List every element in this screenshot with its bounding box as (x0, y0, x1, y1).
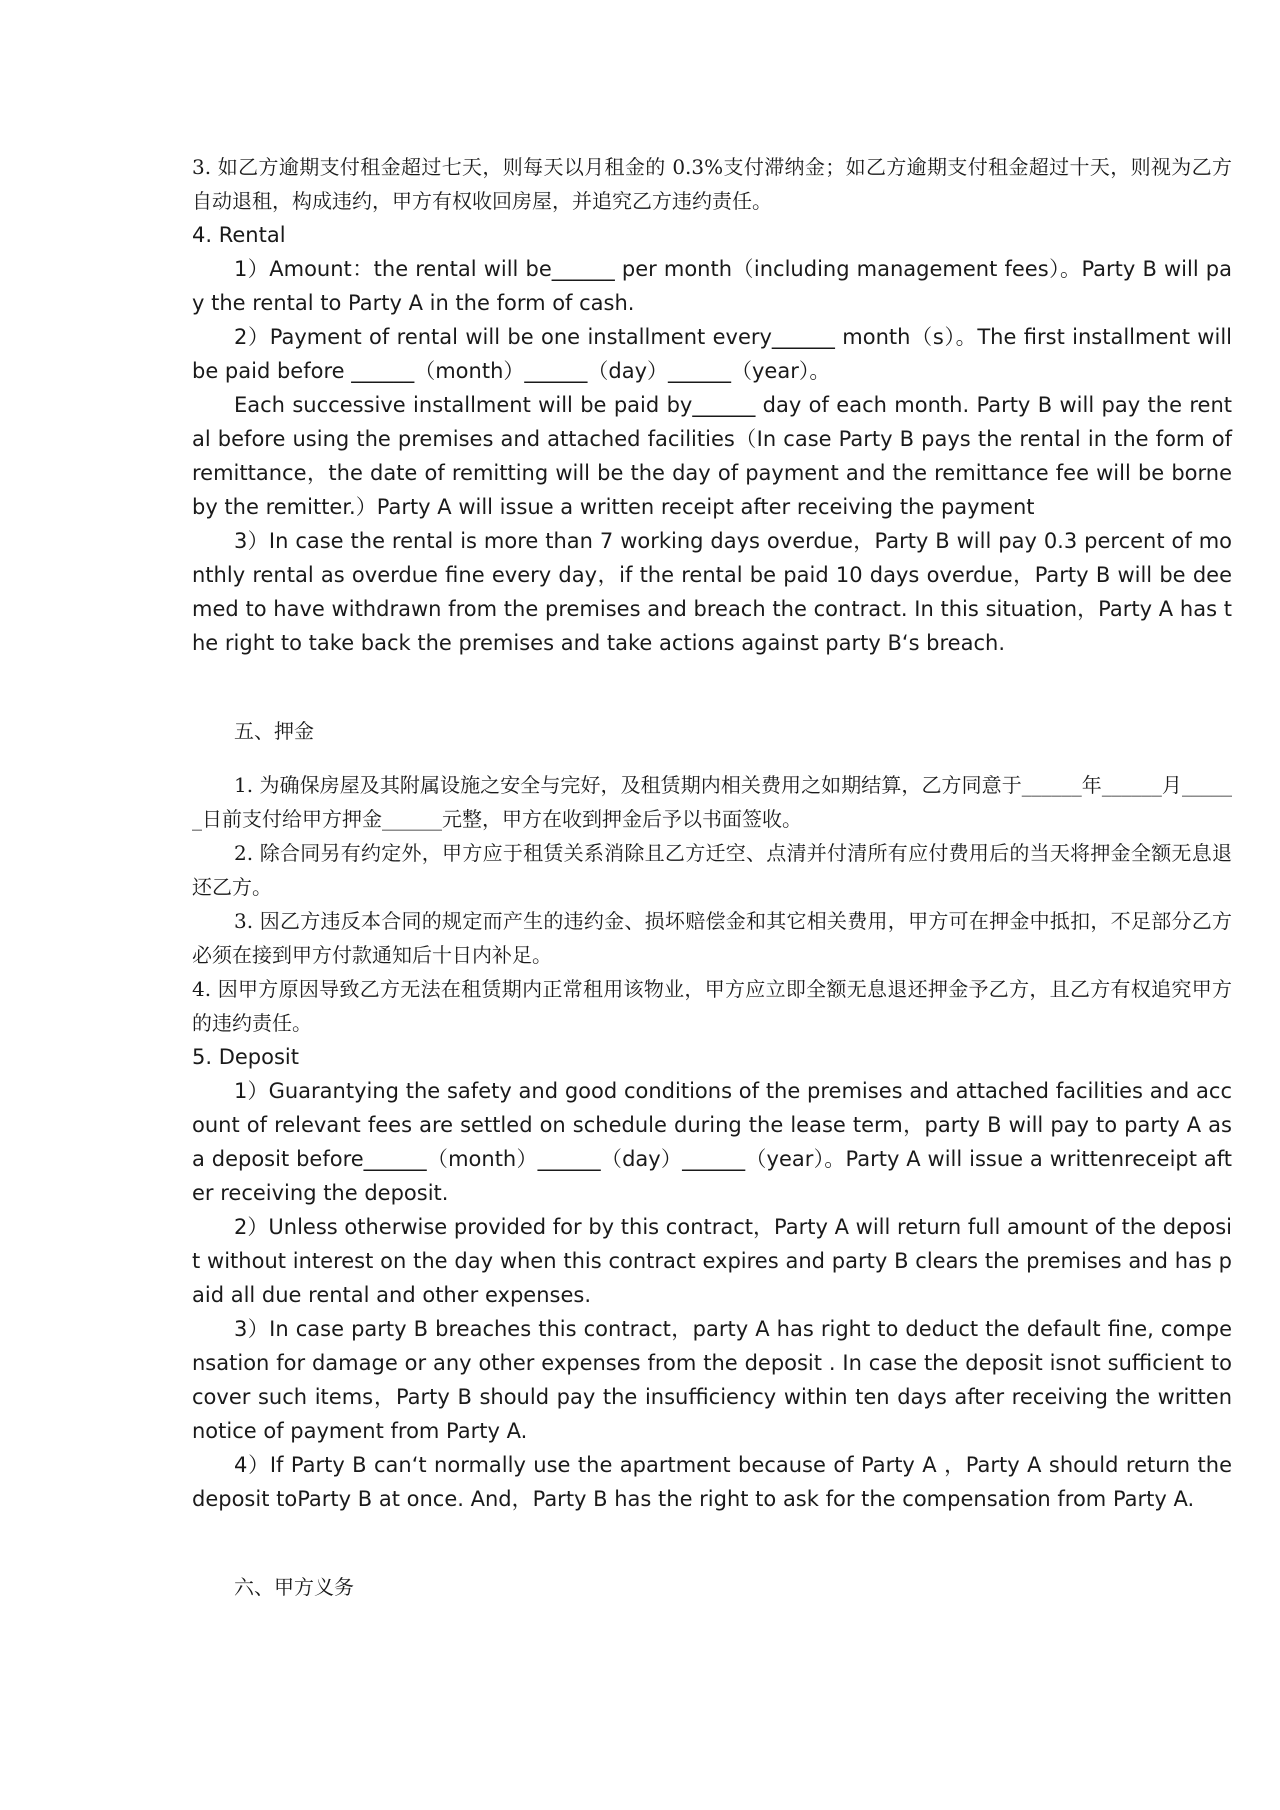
deposit-clause-2-zh: 2. 除合同另有约定外，甲方应于租赁关系消除且乙方迁空、点清并付清所有应付费用后的当天将押金全额无息退还乙方。 (192, 841, 1232, 899)
deposit-clause-3-zh: 3. 因乙方违反本合同的规定而产生的违约金、损坏赔偿金和其它相关费用，甲方可在押金中抵扣，不足部分乙方必须在接到甲方付款通知后十日内补足。 (192, 909, 1232, 967)
document-page (192, 150, 1232, 1624)
deposit-return-paragraph: 2）Unless otherwise provided for by this contract，Party A will return full amount of the deposit without interest on the day when this contract expires and party B clears the premises and has paid all due rental and other expenses. (192, 1215, 1232, 1307)
rental-successive-installment-paragraph: Each successive installment will be paid by______ day of each month. Party B will pay the rental before using the premises and attached facilities（In case Party B pays the rental in the form of remittance，the date of remitting will be the day of payment and the remittance fee will be borne by the remitter.）Party A will issue a written receipt after receiving the payment (192, 393, 1232, 519)
section-5-deposit-heading-zh: 五、押金 (234, 719, 314, 743)
clause-3-late-payment-zh: 3. 如乙方逾期支付租金超过七天，则每天以月租金的 0.3%支付滞纳金；如乙方逾期支付租金超过十天，则视为乙方自动退租，构成违约，甲方有权收回房屋，并追究乙方违约责任。 (192, 155, 1232, 213)
section-5-deposit-heading: 5. Deposit (192, 1045, 299, 1069)
rental-overdue-paragraph: 3）In case the rental is more than 7 working days overdue，Party B will pay 0.3 percent of monthly rental as overdue fine every day，if the rental be paid 10 days overdue，Party B will be deemed to have withdrawn from the premises and breach the contract. In this situation，Party A has the right to take back the premises and take actions against party B‘s breach. (192, 529, 1232, 655)
section-spacer (192, 1516, 1232, 1550)
section-4-rental-heading: 4. Rental (192, 223, 286, 247)
section-spacer (192, 660, 1232, 694)
rental-payment-schedule-paragraph: 2）Payment of rental will be one installment every______ month（s）。The first installment will be paid before ______（month）______（day）______（year）。 (192, 325, 1232, 383)
rental-amount-paragraph: 1）Amount：the rental will be______ per month（including management fees）。Party B will pay the rental to Party A in the form of cash. (192, 257, 1232, 315)
deposit-party-a-fault-paragraph: 4）If Party B can‘t normally use the apartment because of Party A ，Party A should return the deposit toParty B at once. And，Party B has the right to ask for the compensation from Party A. (192, 1453, 1232, 1511)
section-6-party-a-obligations-heading-zh: 六、甲方义务 (234, 1575, 354, 1599)
deposit-deduction-paragraph: 3）In case party B breaches this contract，party A has right to deduct the default fine, compensation for damage or any other expenses from the deposit . In case the deposit isnot sufficient to cover such items，Party B should pay the insufficiency within ten days after receiving the written notice of payment from Party A. (192, 1317, 1232, 1443)
deposit-guarantee-paragraph: 1）Guarantying the safety and good conditions of the premises and attached facilities and account of relevant fees are settled on schedule during the lease term，party B will pay to party A as a deposit before______（month）______（day）______（year）。Party A will issue a writtenreceipt after receiving the deposit. (192, 1079, 1232, 1205)
deposit-clause-4-zh: 4. 因甲方原因导致乙方无法在租赁期内正常租用该物业，甲方应立即全额无息退还押金予乙方，且乙方有权追究甲方的违约责任。 (192, 977, 1232, 1035)
deposit-clause-1-zh: 1. 为确保房屋及其附属设施之安全与完好，及租赁期内相关费用之如期结算，乙方同意于______年______月______日前支付给甲方押金______元整，甲方在收到押金后予以书面签收。 (192, 773, 1232, 831)
